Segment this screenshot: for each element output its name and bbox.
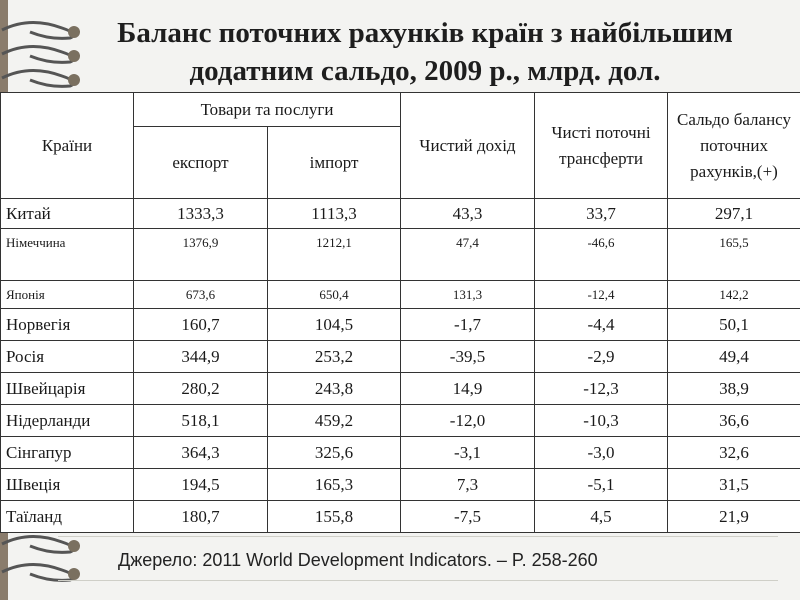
cell-income: -12,0 xyxy=(401,405,535,437)
cell-transfers: -10,3 xyxy=(535,405,668,437)
cell-balance: 49,4 xyxy=(668,341,800,373)
cell-export: 518,1 xyxy=(134,405,268,437)
cell-balance: 50,1 xyxy=(668,309,800,341)
cell-transfers: -3,0 xyxy=(535,437,668,469)
cell-transfers: -12,3 xyxy=(535,373,668,405)
cell-export: 160,7 xyxy=(134,309,268,341)
cell-export: 194,5 xyxy=(134,469,268,501)
balance-table xyxy=(0,92,800,533)
cell-transfers: -46,6 xyxy=(535,229,668,281)
cell-import: 155,8 xyxy=(268,501,401,533)
table-row xyxy=(1,309,800,341)
cell-export: 344,9 xyxy=(134,341,268,373)
table-row xyxy=(1,281,800,309)
divider xyxy=(58,536,778,537)
cell-balance: 32,6 xyxy=(668,437,800,469)
table-row xyxy=(1,501,800,533)
table-row xyxy=(1,469,800,501)
header-import: імпорт xyxy=(268,127,401,199)
table-row xyxy=(1,405,800,437)
cell-country: Норвегія xyxy=(1,309,134,341)
cell-balance: 142,2 xyxy=(668,281,800,309)
cell-transfers: -2,9 xyxy=(535,341,668,373)
cell-import: 243,8 xyxy=(268,373,401,405)
source-note: Джерело: 2011 World Development Indicators. – P. 258-260 xyxy=(118,550,598,570)
cell-income: -7,5 xyxy=(401,501,535,533)
cell-transfers: -4,4 xyxy=(535,309,668,341)
cell-import: 1212,1 xyxy=(268,229,401,281)
header-export: експорт xyxy=(134,127,268,199)
cell-transfers: 33,7 xyxy=(535,199,668,229)
cell-import: 165,3 xyxy=(268,469,401,501)
cell-import: 650,4 xyxy=(268,281,401,309)
cell-export: 1376,9 xyxy=(134,229,268,281)
cell-income: 7,3 xyxy=(401,469,535,501)
cell-transfers: -5,1 xyxy=(535,469,668,501)
table-row xyxy=(1,229,800,281)
cell-country: Японія xyxy=(1,281,134,309)
cell-country: Швейцарія xyxy=(1,373,134,405)
cell-balance: 21,9 xyxy=(668,501,800,533)
table-row xyxy=(1,373,800,405)
cell-export: 1333,3 xyxy=(134,199,268,229)
cell-import: 253,2 xyxy=(268,341,401,373)
cell-export: 180,7 xyxy=(134,501,268,533)
cell-balance: 165,5 xyxy=(668,229,800,281)
cell-income: -3,1 xyxy=(401,437,535,469)
cell-import: 325,6 xyxy=(268,437,401,469)
cell-country: Росія xyxy=(1,341,134,373)
cell-balance: 36,6 xyxy=(668,405,800,437)
header-country: Країни xyxy=(1,93,134,199)
cell-transfers: 4,5 xyxy=(535,501,668,533)
table-row xyxy=(1,199,800,229)
cell-export: 364,3 xyxy=(134,437,268,469)
header-goods-services: Товари та послуги xyxy=(134,93,401,127)
cell-income: 47,4 xyxy=(401,229,535,281)
cell-country: Німеччина xyxy=(1,229,134,281)
cell-transfers: -12,4 xyxy=(535,281,668,309)
cell-income: -1,7 xyxy=(401,309,535,341)
cell-country: Китай xyxy=(1,199,134,229)
divider xyxy=(58,580,778,581)
cell-income: 14,9 xyxy=(401,373,535,405)
cell-balance: 38,9 xyxy=(668,373,800,405)
binder-ring-icon xyxy=(0,560,92,582)
table-row xyxy=(1,437,800,469)
cell-import: 459,2 xyxy=(268,405,401,437)
cell-income: 43,3 xyxy=(401,199,535,229)
cell-export: 280,2 xyxy=(134,373,268,405)
cell-balance: 297,1 xyxy=(668,199,800,229)
cell-import: 104,5 xyxy=(268,309,401,341)
slide-title: Баланс поточних рахунків країн з найбільшим додатним сальдо, 2009 р., млрд. дол. xyxy=(117,17,733,87)
cell-country: Таїланд xyxy=(1,501,134,533)
cell-country: Сінгапур xyxy=(1,437,134,469)
cell-export: 673,6 xyxy=(134,281,268,309)
cell-country: Нідерланди xyxy=(1,405,134,437)
cell-country: Швеція xyxy=(1,469,134,501)
cell-income: -39,5 xyxy=(401,341,535,373)
header-balance: Сальдо балансу поточних рахунків,(+) xyxy=(668,93,800,199)
header-net-income: Чистий дохід xyxy=(401,93,535,199)
header-net-transfers: Чисті поточні трансферти xyxy=(535,93,668,199)
cell-income: 131,3 xyxy=(401,281,535,309)
cell-import: 1113,3 xyxy=(268,199,401,229)
table-row xyxy=(1,341,800,373)
cell-balance: 31,5 xyxy=(668,469,800,501)
